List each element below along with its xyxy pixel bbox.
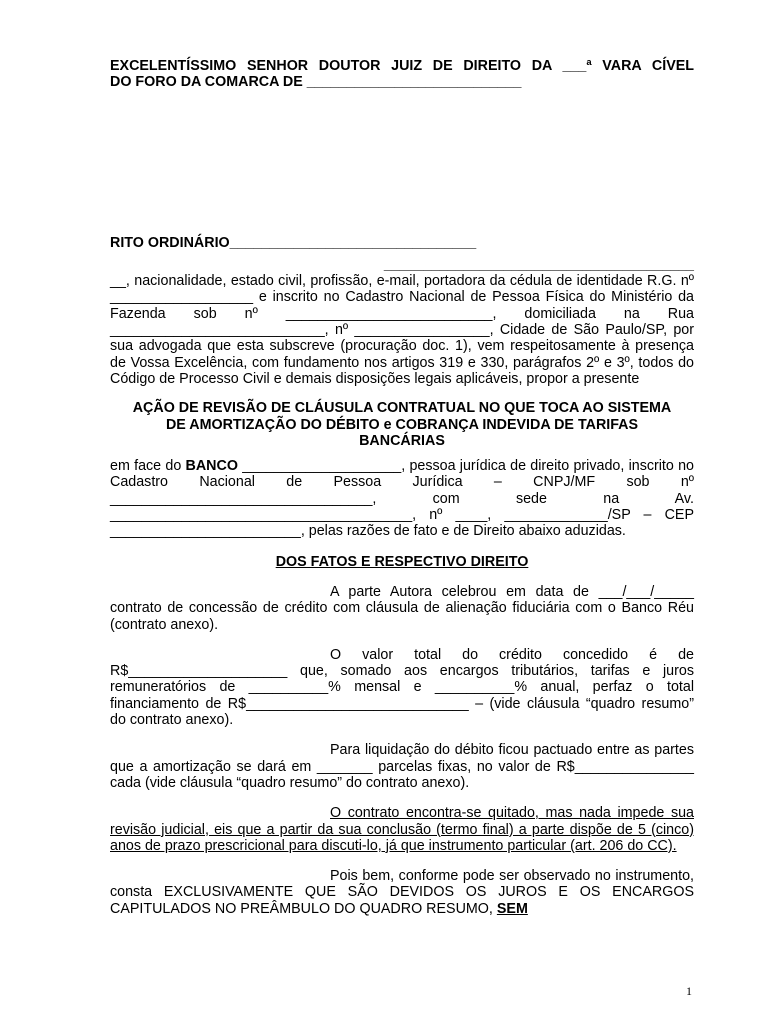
paragraph-5-bold: SEM (496, 900, 528, 917)
header-line-1: EXCELENTÍSSIMO SENHOR DOUTOR JUIZ DE DIREITO DA ___ª VARA CÍVEL (110, 58, 694, 74)
party-text: __, nacionalidade, estado civil, profissão, e-mail, portadora da cédula de identidade R.G. nº __________________ e inscrito no Cadastro Nacional de Pessoa Física do Ministério da Fazenda sob nº __________________________, domiciliada na Rua ___________________________, nº _________________, Cidade de São Paulo/SP, por sua advogada que esta subscreve (procuração doc. 1), vem respeitosamente à presença de Vossa Excelência, com fundamento nos artigos 319 e 330, parágrafos 2º e 3º, todos do Código de Processo Civil e demais disposições legais aplicáveis, propor a presente (110, 273, 694, 387)
paragraph-1: A parte Autora celebrou em data de ___/___/_____ contrato de concessão de crédito com cláusula de alienação fiduciária com o Banco Réu (contrato anexo). (110, 583, 694, 633)
action-title-part-1: AÇÃO DE REVISÃO DE CLÁUSULA CONTRATUAL NO QUE TOCA AO SISTEMA DE AMORTIZAÇÃO DO DÉBITO (132, 400, 672, 433)
paragraph-5 (110, 868, 694, 917)
header-line-2: DO FORO DA COMARCA DE ___________________________ (110, 74, 522, 91)
document-page (110, 58, 694, 917)
action-title-part-2: COBRANÇA INDEVIDA DE TARIFAS BANCÁRIAS (359, 416, 639, 449)
banco-prefix: em face do (110, 458, 186, 475)
paragraph-3: Para liquidação do débito ficou pactuado entre as partes que a amortização se dará em _______ parcelas fixas, no valor de R$_______________ cada (vide cláusula “quadro resumo” do contrato anexo). (110, 742, 694, 791)
section-title: DOS FATOS E RESPECTIVO DIREITO (275, 553, 529, 570)
banco-text: ____________________, pessoa jurídica de direito privado, inscrito no Cadastro Nacional de Pessoa Jurídica – CNPJ/MF sob nº _________________________________, com sede na Av. ______________________________________, nº ____, _____________/SP – CEP ________________________, pelas razões de fato e de Direito abaixo aduzidas. (110, 458, 695, 540)
party-qualification (110, 257, 694, 387)
action-title (110, 400, 694, 449)
banco-label: BANCO (185, 458, 238, 475)
petition-header (110, 58, 694, 91)
party-name-line: _______________________________________ (383, 256, 694, 273)
rito-title: RITO ORDINÁRIO_______________________________ (110, 234, 477, 251)
paragraph-5-text: Pois bem, conforme pode ser observado no instrumento, consta EXCLUSIVAMENTE QUE SÃO DEVIDOS OS JUROS E OS ENCARGOS CAPITULADOS NO PREÂMBULO DO QUADRO RESUMO, (110, 868, 694, 917)
banco-paragraph (110, 458, 694, 539)
paragraph-2: O valor total do crédito concedido é de R$____________________ que, somado aos encargos tributários, tarifas e juros remuneratórios de __________% mensal e __________% anual, perfaz o total financiamento de R$____________________________ – (vide cláusula “quadro resumo” do contrato anexo). (110, 646, 694, 729)
paragraph-4: O contrato encontra-se quitado, mas nada impede sua revisão judicial, eis que a partir da sua conclusão (termo final) a parte dispõe de 5 (cinco) anos de prazo prescricional para discuti-lo, já que instrumento particular (art. 206 do CC). (110, 805, 694, 854)
action-title-e: e (383, 416, 392, 433)
page-number: 1 (686, 984, 692, 998)
